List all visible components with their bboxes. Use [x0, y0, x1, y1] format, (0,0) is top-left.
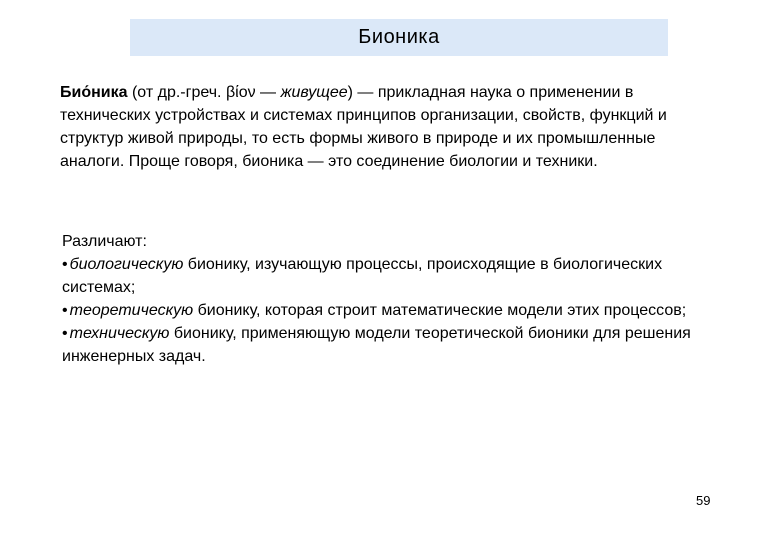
- list-item: [62, 253, 702, 299]
- list-item: [62, 299, 702, 322]
- list-item-italic: биологическую: [69, 256, 184, 273]
- list-item-italic: техническую: [69, 325, 170, 342]
- list-item-text: бионику, применяющую модели теоретической бионики для решения инженерных задач.: [62, 325, 691, 365]
- page-number: 59: [696, 493, 711, 508]
- types-list: [62, 230, 702, 368]
- definition-paragraph: [60, 81, 724, 173]
- definition-meaning: живущее: [280, 84, 348, 101]
- definition-term: Био́ника: [60, 84, 128, 101]
- slide-title: Бионика: [358, 26, 440, 48]
- definition-body: ) — прикладная наука о применении в технических устройствах и системах принципов организации, свойств, функций и структур живой природы, то есть формы живого в природе и их промышленные аналоги. Проще говоря, бионика — это соединение биологии и техники.: [60, 84, 667, 170]
- definition-dash: —: [255, 84, 281, 101]
- definition-etymology-prefix: (от др.-греч.: [127, 84, 226, 101]
- definition-greek-word: βίον: [225, 84, 256, 101]
- list-item-text: бионику, которая строит математические модели этих процессов;: [193, 302, 687, 319]
- title-bar: [130, 19, 668, 56]
- list-item-italic: теоретическую: [69, 302, 194, 319]
- list-item-text: бионику, изучающую процессы, происходящие в биологических системах;: [62, 256, 663, 296]
- bullet-icon: •: [62, 325, 68, 342]
- bullet-icon: •: [62, 256, 68, 273]
- types-intro: Различают:: [62, 233, 147, 250]
- list-item: [62, 322, 702, 368]
- bullet-icon: •: [62, 302, 68, 319]
